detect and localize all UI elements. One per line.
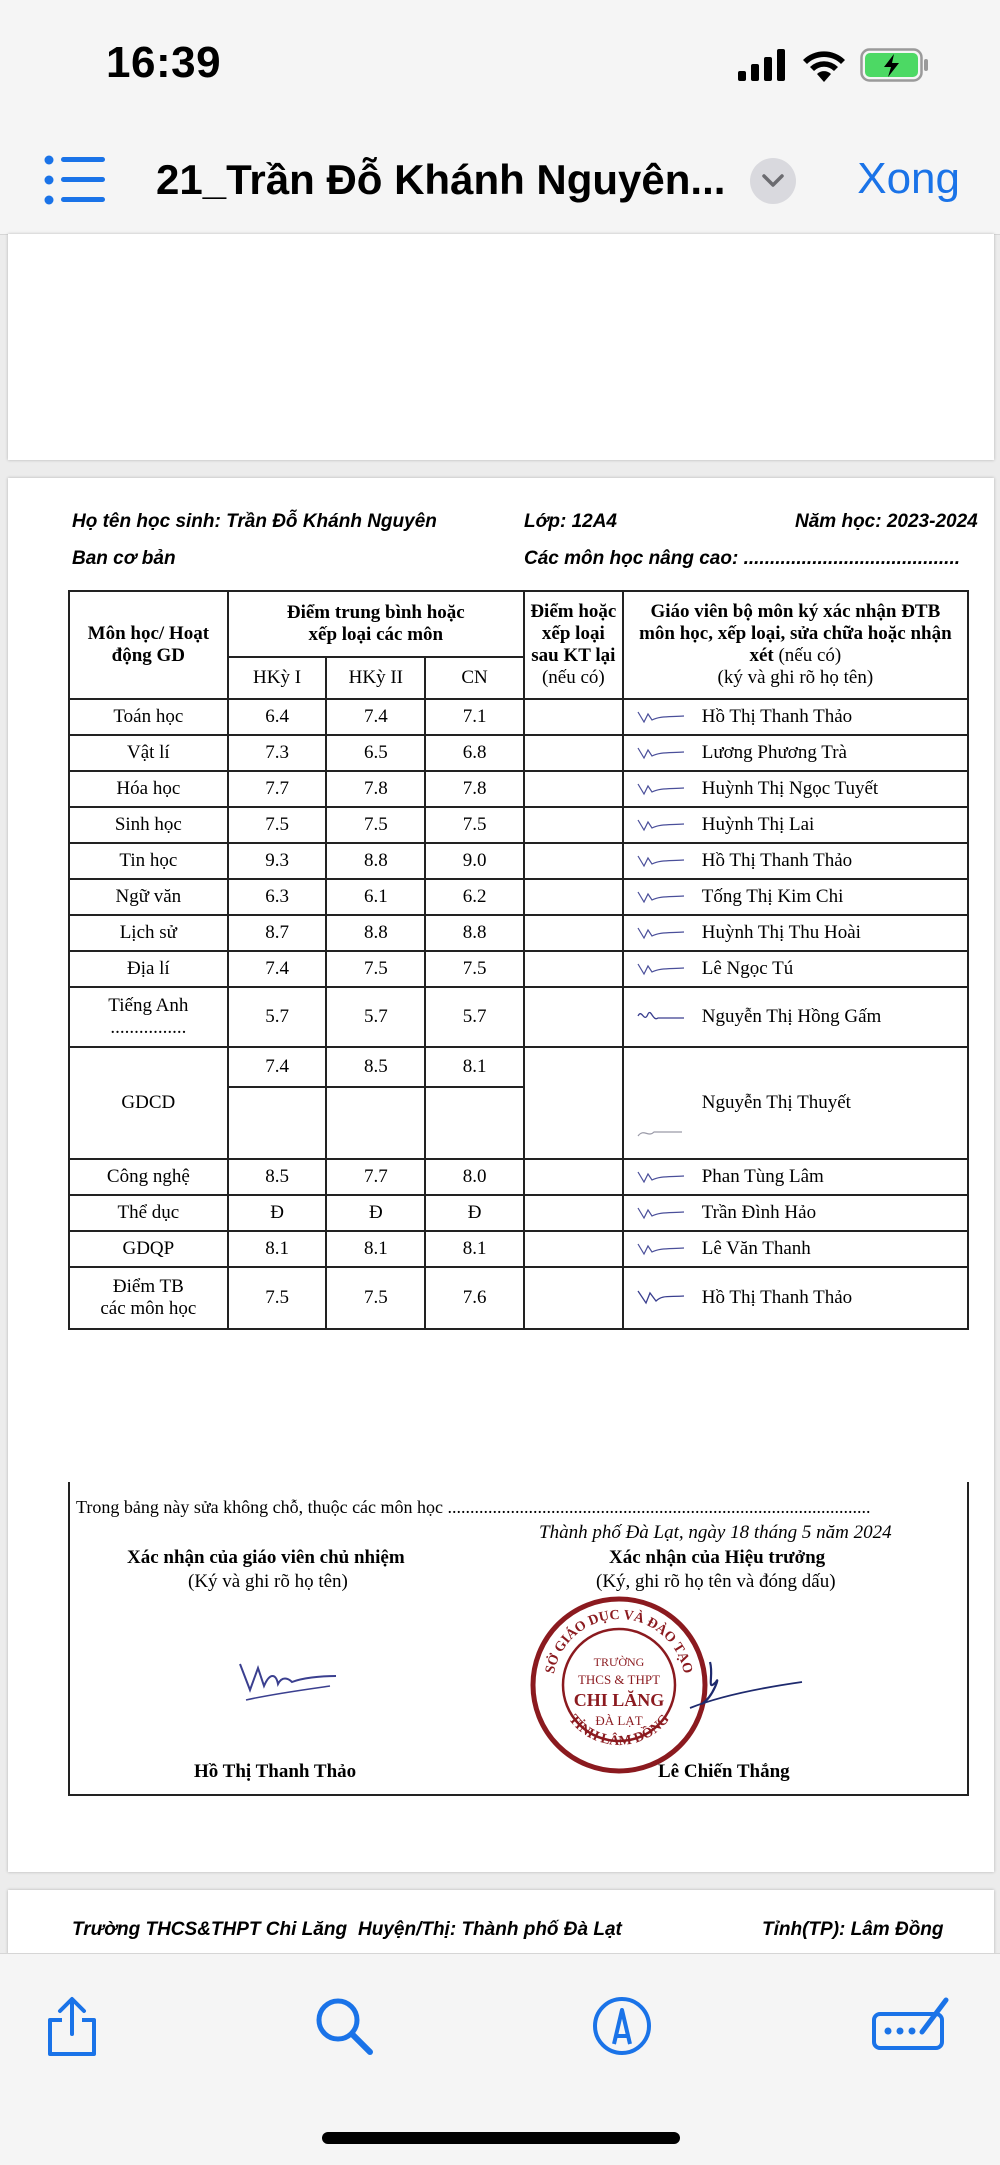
hk2-cell: 6.5 — [326, 735, 425, 771]
table-header-row — [69, 591, 968, 657]
footer-date: Thành phố Đà Lạt, ngày 18 tháng 5 năm 2024 — [539, 1522, 892, 1543]
status-icons — [738, 48, 930, 82]
cn-cell: 8.0 — [425, 1159, 524, 1195]
retest-cell — [524, 1195, 623, 1231]
subject-cell: Thể dục — [69, 1195, 228, 1231]
stamp-ring-top: SỞ GIÁO DỤC VÀ ĐÀO TẠO — [543, 1607, 695, 1676]
teacher-cell: Lê Ngọc Tú — [623, 951, 968, 987]
advanced-subjects: Các môn học nâng cao: ......................................... — [524, 548, 961, 569]
footer-left-sub: (Ký và ghi rõ họ tên) — [188, 1571, 348, 1592]
home-indicator — [322, 2132, 680, 2144]
retest-cell — [524, 807, 623, 843]
teacher-signature — [634, 738, 689, 768]
retest-cell — [524, 879, 623, 915]
principal-signature — [680, 1652, 810, 1716]
teacher-signature — [634, 810, 689, 840]
retest-cell — [524, 843, 623, 879]
homeroom-signature — [232, 1650, 342, 1710]
hk1-cell: 7.3 — [228, 735, 327, 771]
subject-cell: Công nghệ — [69, 1159, 228, 1195]
table-row — [69, 1231, 968, 1267]
table-row — [69, 735, 968, 771]
battery-charging-icon — [860, 48, 930, 82]
teacher-cell: Lê Văn Thanh — [623, 1231, 968, 1267]
table-row — [69, 843, 968, 879]
teacher-cell: Nguyễn Thị Thuyết — [623, 1047, 968, 1159]
nav-bar — [0, 130, 1000, 235]
list-icon[interactable] — [44, 152, 106, 208]
chevron-down-icon — [762, 174, 784, 188]
header-average: Điểm trung bình hoặc xếp loại các môn — [228, 591, 524, 657]
previous-page — [8, 234, 994, 460]
retest-cell — [524, 1267, 623, 1329]
student-name: Họ tên học sinh: Trần Đỗ Khánh Nguyên — [72, 511, 437, 532]
cn-cell: 7.1 — [425, 699, 524, 735]
cn-cell: 8.1 — [425, 1231, 524, 1267]
stamp-line2: THCS & THPT — [577, 1672, 661, 1687]
hk1-cell: 8.1 — [228, 1231, 327, 1267]
table-row — [69, 1047, 968, 1087]
hk2-cell: 6.1 — [326, 879, 425, 915]
hk1-cell: 7.7 — [228, 771, 327, 807]
table-row — [69, 771, 968, 807]
subject-cell: GDQP — [69, 1231, 228, 1267]
footer-right-title: Xác nhận của Hiệu trưởng — [609, 1547, 826, 1568]
title-menu-button[interactable] — [750, 158, 796, 204]
footer-right-sub: (Ký, ghi rõ họ tên và đóng dấu) — [596, 1571, 836, 1592]
cn-cell: 6.8 — [425, 735, 524, 771]
hk2-cell: 7.5 — [326, 951, 425, 987]
cn-cell: 9.0 — [425, 843, 524, 879]
teacher-cell: Huỳnh Thị Thu Hoài — [623, 915, 968, 951]
status-bar — [0, 0, 1000, 130]
header-cn: CN — [425, 657, 524, 699]
hk2-cell: 8.8 — [326, 915, 425, 951]
header-teacher: Giáo viên bộ môn ký xác nhận ĐTB môn học, xếp loại, sửa chữa hoặc nhận xét (nếu có) (ký và ghi rõ họ tên) — [623, 591, 968, 699]
cellular-signal-icon — [738, 49, 788, 81]
table-row — [69, 987, 968, 1047]
hk1-cell: 7.5 — [228, 807, 327, 843]
school-year: Năm học: 2023-2024 — [795, 511, 978, 532]
hk1-cell: Đ — [228, 1195, 327, 1231]
principal-name: Lê Chiến Thắng — [658, 1761, 790, 1782]
stamp-line3: CHI LĂNG — [573, 1690, 665, 1710]
hk2-cell: 8.8 — [326, 843, 425, 879]
teacher-cell: Lương Phương Trà — [623, 735, 968, 771]
class-label: Lớp: 12A4 — [524, 511, 617, 532]
subject-cell: Ngữ văn — [69, 879, 228, 915]
hk1-cell: 9.3 — [228, 843, 327, 879]
subject-cell: Địa lí — [69, 951, 228, 987]
retest-cell — [524, 1231, 623, 1267]
teacher-cell: Tống Thị Kim Chi — [623, 879, 968, 915]
cn-cell: 8.8 — [425, 915, 524, 951]
retest-cell — [524, 987, 623, 1047]
hk1-cell: 7.4 — [228, 1047, 327, 1087]
hk2-cell: Đ — [326, 1195, 425, 1231]
teacher-cell: Phan Tùng Lâm — [623, 1159, 968, 1195]
hk2-cell: 8.1 — [326, 1231, 425, 1267]
subject-cell: GDCD — [69, 1047, 228, 1159]
teacher-signature — [634, 1198, 689, 1228]
wifi-icon — [802, 48, 846, 82]
table-row — [69, 807, 968, 843]
hk2-cell: 7.4 — [326, 699, 425, 735]
retest-cell — [524, 951, 623, 987]
subject-cell: Tin học — [69, 843, 228, 879]
header-retest: Điểm hoặc xếp loại sau KT lại (nếu có) — [524, 591, 623, 699]
table-row — [69, 1195, 968, 1231]
hk1-cell: 7.5 — [228, 1267, 327, 1329]
cn-cell: 7.5 — [425, 807, 524, 843]
search-icon[interactable] — [312, 1994, 376, 2058]
next-page-district: Huyện/Thị: Thành phố Đà Lạt — [358, 1919, 622, 1940]
hk2-cell: 7.5 — [326, 1267, 425, 1329]
teacher-signature — [634, 1120, 689, 1144]
teacher-cell: Hồ Thị Thanh Thảo — [623, 699, 968, 735]
subject-cell: Điểm TB các môn học — [69, 1267, 228, 1329]
hk1-cell: 5.7 — [228, 987, 327, 1047]
teacher-signature — [634, 774, 689, 804]
track-label: Ban cơ bản — [72, 548, 176, 569]
subject-cell: Vật lí — [69, 735, 228, 771]
hk1-cell: 7.4 — [228, 951, 327, 987]
retest-cell — [524, 771, 623, 807]
hk1-cell: 8.5 — [228, 1159, 327, 1195]
cn-cell: 8.1 — [425, 1047, 524, 1087]
hk2-cell: 7.8 — [326, 771, 425, 807]
table-row — [69, 879, 968, 915]
status-time: 16:39 — [106, 38, 222, 87]
teacher-signature — [634, 1283, 689, 1313]
hk2-cell: 8.5 — [326, 1047, 425, 1087]
teacher-signature — [634, 918, 689, 948]
retest-cell — [524, 1159, 623, 1195]
cn-cell: 7.8 — [425, 771, 524, 807]
retest-cell — [524, 735, 623, 771]
teacher-cell: Huỳnh Thị Lai — [623, 807, 968, 843]
header-hk1: HKỳ I — [228, 657, 327, 699]
teacher-cell: Hồ Thị Thanh Thảo — [623, 1267, 968, 1329]
teacher-signature — [634, 1002, 689, 1032]
hk2-cell: 5.7 — [326, 987, 425, 1047]
done-button[interactable]: Xong — [857, 154, 960, 203]
markup-icon[interactable] — [590, 1994, 654, 2058]
subject-cell: Sinh học — [69, 807, 228, 843]
homeroom-teacher-name: Hồ Thị Thanh Thảo — [194, 1761, 357, 1782]
cn-cell: Đ — [425, 1195, 524, 1231]
teacher-signature — [634, 1162, 689, 1192]
stamp-ring-bottom: TỈNH LÂM ĐỒNG — [565, 1712, 673, 1750]
hk1-cell: 6.3 — [228, 879, 327, 915]
hk2-cell: 7.5 — [326, 807, 425, 843]
next-page-province: Tỉnh(TP): Lâm Đồng — [762, 1919, 944, 1940]
subject-cell: Toán học — [69, 699, 228, 735]
table-row-average — [69, 1267, 968, 1329]
share-icon[interactable] — [40, 1994, 104, 2058]
header-subject: Môn học/ Hoạt động GD — [69, 591, 228, 699]
stamp-line4: ĐÀ LẠT — [595, 1713, 643, 1728]
table-row — [69, 951, 968, 987]
footer-left-title: Xác nhận của giáo viên chủ nhiệm — [127, 1547, 405, 1568]
header-hk2: HKỳ II — [326, 657, 425, 699]
footer-note: Trong bảng này sửa không chỗ, thuộc các môn học .............................................................................................. — [76, 1497, 871, 1517]
teacher-cell: Huỳnh Thị Ngọc Tuyết — [623, 771, 968, 807]
table-row — [69, 699, 968, 735]
retest-cell — [524, 915, 623, 951]
document-title[interactable]: 21_Trần Đỗ Khánh Nguyên... — [156, 156, 726, 203]
teacher-signature — [634, 954, 689, 984]
teacher-signature — [634, 882, 689, 912]
table-row — [69, 915, 968, 951]
cn-cell: 7.6 — [425, 1267, 524, 1329]
subject-cell: Hóa học — [69, 771, 228, 807]
teacher-signature — [634, 846, 689, 876]
stamp-line1: TRƯỜNG — [593, 1655, 645, 1669]
subject-cell: Lịch sử — [69, 915, 228, 951]
retest-cell — [524, 1047, 623, 1159]
teacher-signature — [634, 1234, 689, 1264]
cn-cell: 5.7 — [425, 987, 524, 1047]
subject-cell: Tiếng Anh ................ — [69, 987, 228, 1047]
table-row — [69, 1159, 968, 1195]
teacher-cell: Hồ Thị Thanh Thảo — [623, 843, 968, 879]
teacher-signature — [634, 702, 689, 732]
hk2-cell: 7.7 — [326, 1159, 425, 1195]
cn-cell: 7.5 — [425, 951, 524, 987]
teacher-cell: Trần Đình Hảo — [623, 1195, 968, 1231]
retest-cell — [524, 699, 623, 735]
teacher-cell: Nguyễn Thị Hồng Gấm — [623, 987, 968, 1047]
hk1-cell: 8.7 — [228, 915, 327, 951]
cn-cell: 6.2 — [425, 879, 524, 915]
signature-icon[interactable] — [870, 1994, 952, 2058]
hk1-cell: 6.4 — [228, 699, 327, 735]
next-page-school: Trường THCS&THPT Chi Lăng — [72, 1919, 348, 1940]
grades-table — [68, 590, 969, 1330]
